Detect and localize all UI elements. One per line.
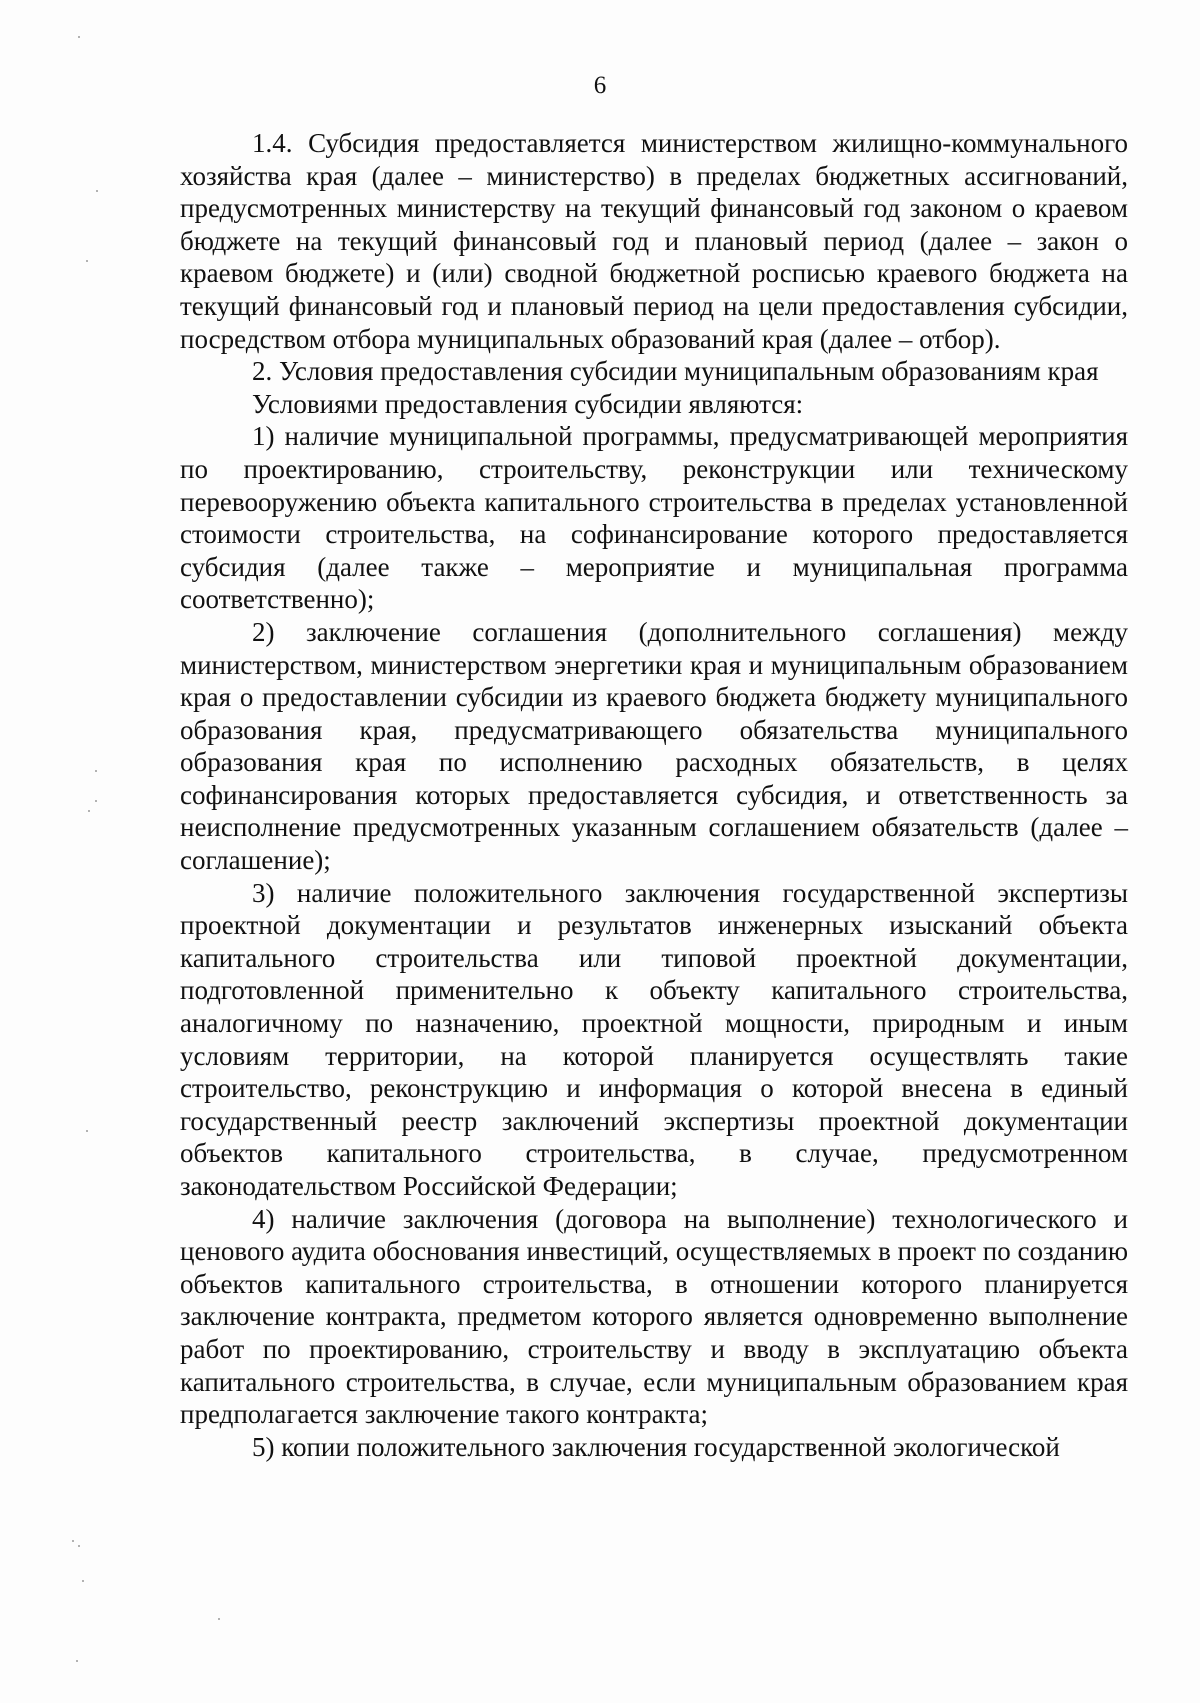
condition-item-4: 4) наличие заключения (договора на выполнение) технологического и ценового аудита обоснования инвестиций, осуществляемых в проект по созданию объектов капитального строительства, в отношении которого планируется заключение контракта, предметом которого является одновременно выполнение работ по проектированию, строительству и вводу в эксплуатацию объекта капитального строительства, в случае, если муниципальным образованием края предполагается заключение такого контракта; [180, 1203, 1128, 1430]
scan-speck [86, 260, 88, 262]
condition-item-3: 3) наличие положительного заключения государственной экспертизы проектной документации и результатов инженерных изысканий объекта капитального строительства или типовой проектной документации, подготовленной применительно к объекту капитального строительства, аналогичному по назначению, проектной мощности, природным и иным условиям территории, на которой планируется осуществлять такие строительство, реконструкцию и информация о которой внесена в единый государственный реестр заключений экспертизы проектной документации объектов капитального строительства, в случае, предусмотренном законодательством Российской Федерации; [180, 877, 1128, 1201]
condition-item-5: 5) копии положительного заключения государственной экологической [252, 1431, 1060, 1462]
scan-speck [72, 1540, 74, 1542]
scan-speck [218, 1618, 220, 1620]
condition-item-2: 2) заключение соглашения (дополнительного соглашения) между министерством, министерством энергетики края и муниципальным образованием края о предоставлении субсидии из краевого бюджета бюджету муниципального образования края, предусматривающего обязательства муниципального образования края по исполнению расходных обязательств, в целях софинансирования которых предоставляется субсидия, и ответственность за неисполнение предусмотренных указанным соглашением обязательств (далее – соглашение); [180, 616, 1128, 876]
paragraph-1-4: 1.4. Субсидия предоставляется министерством жилищно-коммунального хозяйства края (далее – министерство) в пределах бюджетных ассигнований, предусмотренных министерству на текущий финансовый год законом о краевом бюджете на текущий финансовый год и плановый период (далее – закон о краевом бюджете) и (или) сводной бюджетной росписью краевого бюджета на текущий финансовый год и плановый период на цели предоставления субсидии, посредством отбора муниципальных образований края (далее – отбор). [180, 128, 1128, 354]
section-2-heading: 2. Условия предоставления субсидии муниципальным образованиям края [252, 356, 1099, 387]
conditions-intro: Условиями предоставления субсидии являются: [252, 388, 804, 419]
scan-speck [78, 1545, 80, 1547]
scan-speck [86, 1130, 88, 1132]
page-number: 6 [593, 72, 607, 99]
scan-speck [95, 770, 97, 772]
document-body [180, 127, 1128, 1463]
condition-item-1: 1) наличие муниципальной программы, предусматривающей мероприятия по проектированию, строительству, реконструкции или техническому перевооружению объекта капитального строительства в пределах установленной стоимости строительства, на софинансирование которого предоставляется субсидия (далее также – мероприятие и муниципальная программа соответственно); [180, 421, 1128, 615]
scan-speck [76, 1660, 78, 1662]
scan-speck [96, 190, 98, 192]
scan-speck [78, 36, 80, 38]
scan-speck [88, 810, 90, 812]
scan-speck [82, 1580, 84, 1582]
scan-speck [95, 800, 97, 802]
